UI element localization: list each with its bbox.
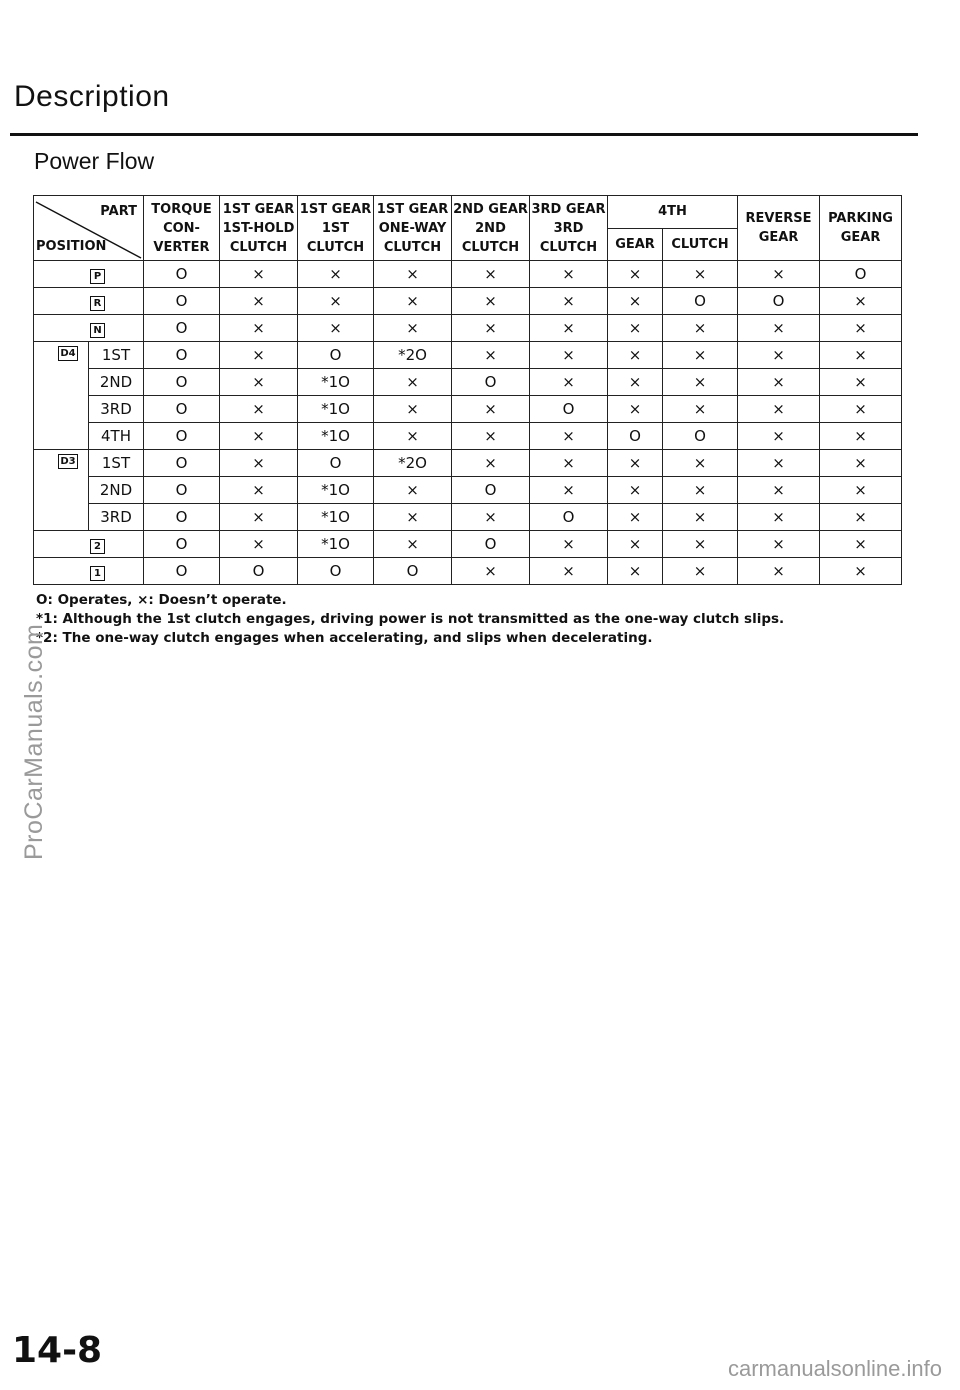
gear-label-cell: 4TH xyxy=(89,423,144,450)
operation-cell: × xyxy=(663,396,738,423)
operation-cell: × xyxy=(608,369,663,396)
operation-cell: × xyxy=(220,261,298,288)
position-symbol-cell xyxy=(34,261,144,288)
operation-cell: × xyxy=(452,504,530,531)
page-heading: Description xyxy=(14,80,170,113)
operation-cell: × xyxy=(608,261,663,288)
corner-position-label: POSITION xyxy=(36,239,107,254)
operation-cell: × xyxy=(608,531,663,558)
col-header-one-way-clutch: 1ST GEAR ONE-WAY CLUTCH xyxy=(374,196,452,261)
operation-cell: O xyxy=(663,423,738,450)
operation-cell: × xyxy=(452,342,530,369)
operation-cell: × xyxy=(220,477,298,504)
table-row xyxy=(34,531,902,558)
operation-cell: × xyxy=(820,369,902,396)
operation-cell: O xyxy=(820,261,902,288)
operation-cell: O xyxy=(298,450,374,477)
operation-cell: × xyxy=(374,261,452,288)
table-row xyxy=(34,396,902,423)
operation-cell: O xyxy=(220,558,298,585)
operation-cell: × xyxy=(452,396,530,423)
col-header-4th-clutch: CLUTCH xyxy=(663,228,738,261)
legend-line-note-2: *2: The one-way clutch engages when accelerating, and slips when decelerating. xyxy=(36,630,653,646)
power-flow-table-body xyxy=(34,261,902,585)
operation-cell: O xyxy=(452,477,530,504)
operation-cell: × xyxy=(663,558,738,585)
operation-cell: × xyxy=(298,288,374,315)
operation-cell: × xyxy=(530,369,608,396)
table-row xyxy=(34,504,902,531)
boxed-range-symbol: D3 xyxy=(60,456,76,467)
operation-cell: × xyxy=(220,423,298,450)
table-row xyxy=(34,261,902,288)
operation-cell: × xyxy=(530,288,608,315)
operation-cell: O xyxy=(452,369,530,396)
operation-cell: × xyxy=(452,450,530,477)
col-header-torque-converter: TORQUE CON- VERTER xyxy=(144,196,220,261)
operation-cell: × xyxy=(820,531,902,558)
operation-cell: O xyxy=(738,288,820,315)
operation-cell: × xyxy=(220,342,298,369)
position-symbol-cell xyxy=(34,288,144,315)
operation-cell: × xyxy=(530,558,608,585)
operation-cell: O xyxy=(144,423,220,450)
gear-label-cell: 3RD xyxy=(89,396,144,423)
operation-cell: × xyxy=(738,315,820,342)
operation-cell: O xyxy=(144,342,220,369)
table-row xyxy=(34,558,902,585)
position-symbol-cell xyxy=(34,558,144,585)
table-row xyxy=(34,477,902,504)
operation-cell: × xyxy=(608,342,663,369)
page-number: 14-8 xyxy=(12,1330,103,1371)
operation-cell: O xyxy=(144,558,220,585)
operation-cell: × xyxy=(530,423,608,450)
operation-cell: × xyxy=(452,261,530,288)
operation-cell: O xyxy=(530,396,608,423)
section-subheading: Power Flow xyxy=(34,148,155,174)
boxed-position-symbol: 2 xyxy=(90,539,105,554)
footer-site-text: carmanualsonline.info xyxy=(727,1356,942,1381)
col-header-4th: 4TH xyxy=(608,196,738,229)
operation-cell: × xyxy=(220,396,298,423)
operation-cell: × xyxy=(608,396,663,423)
operation-cell: × xyxy=(738,369,820,396)
operation-cell: × xyxy=(374,423,452,450)
operation-cell: × xyxy=(663,477,738,504)
operation-cell: × xyxy=(663,504,738,531)
col-header-2nd-clutch: 2ND GEAR 2ND CLUTCH xyxy=(452,196,530,261)
operation-cell: O xyxy=(374,558,452,585)
operation-cell: × xyxy=(820,450,902,477)
col-header-reverse-gear: REVERSE GEAR xyxy=(738,196,820,261)
operation-cell: O xyxy=(144,261,220,288)
col-header-parking-gear: PARKING GEAR xyxy=(820,196,902,261)
gear-label-cell: 1ST xyxy=(89,450,144,477)
operation-cell: × xyxy=(820,558,902,585)
operation-cell: × xyxy=(452,423,530,450)
operation-cell: × xyxy=(374,288,452,315)
operation-cell: × xyxy=(820,288,902,315)
operation-cell: × xyxy=(220,504,298,531)
operation-cell: O xyxy=(144,369,220,396)
operation-cell: × xyxy=(738,450,820,477)
operation-cell: *2O xyxy=(374,450,452,477)
operation-cell: × xyxy=(374,396,452,423)
operation-cell: × xyxy=(608,288,663,315)
table-row xyxy=(34,342,902,369)
operation-cell: O xyxy=(608,423,663,450)
operation-cell: × xyxy=(452,315,530,342)
operation-cell: O xyxy=(663,288,738,315)
operation-cell: × xyxy=(820,423,902,450)
table-row xyxy=(34,315,902,342)
operation-cell: O xyxy=(144,450,220,477)
operation-cell: × xyxy=(530,261,608,288)
col-header-3rd-clutch: 3RD GEAR 3RD CLUTCH xyxy=(530,196,608,261)
table-row xyxy=(34,288,902,315)
operation-cell: × xyxy=(220,531,298,558)
operation-cell: × xyxy=(530,315,608,342)
operation-cell: × xyxy=(820,342,902,369)
operation-cell: O xyxy=(144,531,220,558)
operation-cell: × xyxy=(738,558,820,585)
operation-cell: × xyxy=(220,288,298,315)
gear-label-cell: 2ND xyxy=(89,477,144,504)
col-header-1st-hold-clutch: 1ST GEAR 1ST-HOLD CLUTCH xyxy=(220,196,298,261)
operation-cell: *2O xyxy=(374,342,452,369)
operation-cell: × xyxy=(374,315,452,342)
operation-cell: O xyxy=(298,558,374,585)
position-symbol-cell xyxy=(34,315,144,342)
table-corner-header xyxy=(34,196,144,261)
operation-cell: × xyxy=(738,477,820,504)
corner-part-label: PART xyxy=(100,204,137,219)
operation-cell: × xyxy=(452,288,530,315)
operation-cell: × xyxy=(530,342,608,369)
operation-cell: × xyxy=(220,450,298,477)
operation-cell: O xyxy=(144,504,220,531)
boxed-position-symbol: N xyxy=(90,323,105,338)
operation-cell: × xyxy=(663,261,738,288)
gear-label-cell: 1ST xyxy=(89,342,144,369)
operation-cell: × xyxy=(663,369,738,396)
operation-cell: × xyxy=(663,531,738,558)
operation-cell: *1O xyxy=(298,369,374,396)
operation-cell: × xyxy=(820,504,902,531)
operation-cell: *1O xyxy=(298,423,374,450)
col-header-4th-gear: GEAR xyxy=(608,228,663,261)
legend-line-note-1: *1: Although the 1st clutch engages, driving power is not transmitted as the one-way clutch slips. xyxy=(36,611,785,627)
boxed-position-symbol: P xyxy=(90,269,105,284)
operation-cell: × xyxy=(530,531,608,558)
gear-label-cell: 2ND xyxy=(89,369,144,396)
table-row xyxy=(34,423,902,450)
operation-cell: × xyxy=(608,477,663,504)
operation-cell: × xyxy=(820,315,902,342)
position-symbol-cell xyxy=(34,531,144,558)
heading-rule xyxy=(10,133,918,136)
operation-cell: × xyxy=(608,504,663,531)
operation-cell: × xyxy=(738,342,820,369)
operation-cell: O xyxy=(144,396,220,423)
operation-cell: O xyxy=(144,477,220,504)
operation-cell: *1O xyxy=(298,531,374,558)
operation-cell: *1O xyxy=(298,504,374,531)
operation-cell: × xyxy=(374,369,452,396)
operation-cell: × xyxy=(820,396,902,423)
operation-cell: *1O xyxy=(298,396,374,423)
operation-cell: × xyxy=(738,423,820,450)
table-row xyxy=(34,369,902,396)
table-row xyxy=(34,450,902,477)
operation-cell: × xyxy=(663,342,738,369)
range-symbol-cell xyxy=(34,342,89,450)
legend xyxy=(36,591,784,648)
operation-cell: × xyxy=(220,369,298,396)
operation-cell: O xyxy=(298,342,374,369)
boxed-position-symbol: 1 xyxy=(90,566,105,581)
operation-cell: *1O xyxy=(298,477,374,504)
operation-cell: × xyxy=(738,261,820,288)
operation-cell: × xyxy=(738,396,820,423)
operation-cell: × xyxy=(530,477,608,504)
watermark-text: ProCarManuals.com xyxy=(20,623,48,860)
operation-cell: × xyxy=(608,315,663,342)
operation-cell: × xyxy=(663,450,738,477)
boxed-position-symbol: R xyxy=(90,296,105,311)
power-flow-table xyxy=(33,195,902,585)
operation-cell: × xyxy=(663,315,738,342)
range-symbol-cell xyxy=(34,450,89,531)
operation-cell: O xyxy=(452,531,530,558)
col-header-1st-clutch: 1ST GEAR 1ST CLUTCH xyxy=(298,196,374,261)
operation-cell: × xyxy=(220,315,298,342)
operation-cell: × xyxy=(608,450,663,477)
operation-cell: × xyxy=(374,531,452,558)
legend-line-operates: O: Operates, ×: Doesn’t operate. xyxy=(36,592,287,608)
operation-cell: × xyxy=(820,477,902,504)
operation-cell: × xyxy=(374,477,452,504)
operation-cell: × xyxy=(452,558,530,585)
operation-cell: × xyxy=(374,504,452,531)
operation-cell: O xyxy=(530,504,608,531)
operation-cell: O xyxy=(144,315,220,342)
gear-label-cell: 3RD xyxy=(89,504,144,531)
operation-cell: × xyxy=(738,504,820,531)
operation-cell: × xyxy=(738,531,820,558)
operation-cell: × xyxy=(298,315,374,342)
operation-cell: × xyxy=(298,261,374,288)
operation-cell: × xyxy=(608,558,663,585)
operation-cell: × xyxy=(530,450,608,477)
boxed-range-symbol: D4 xyxy=(60,348,76,359)
operation-cell: O xyxy=(144,288,220,315)
